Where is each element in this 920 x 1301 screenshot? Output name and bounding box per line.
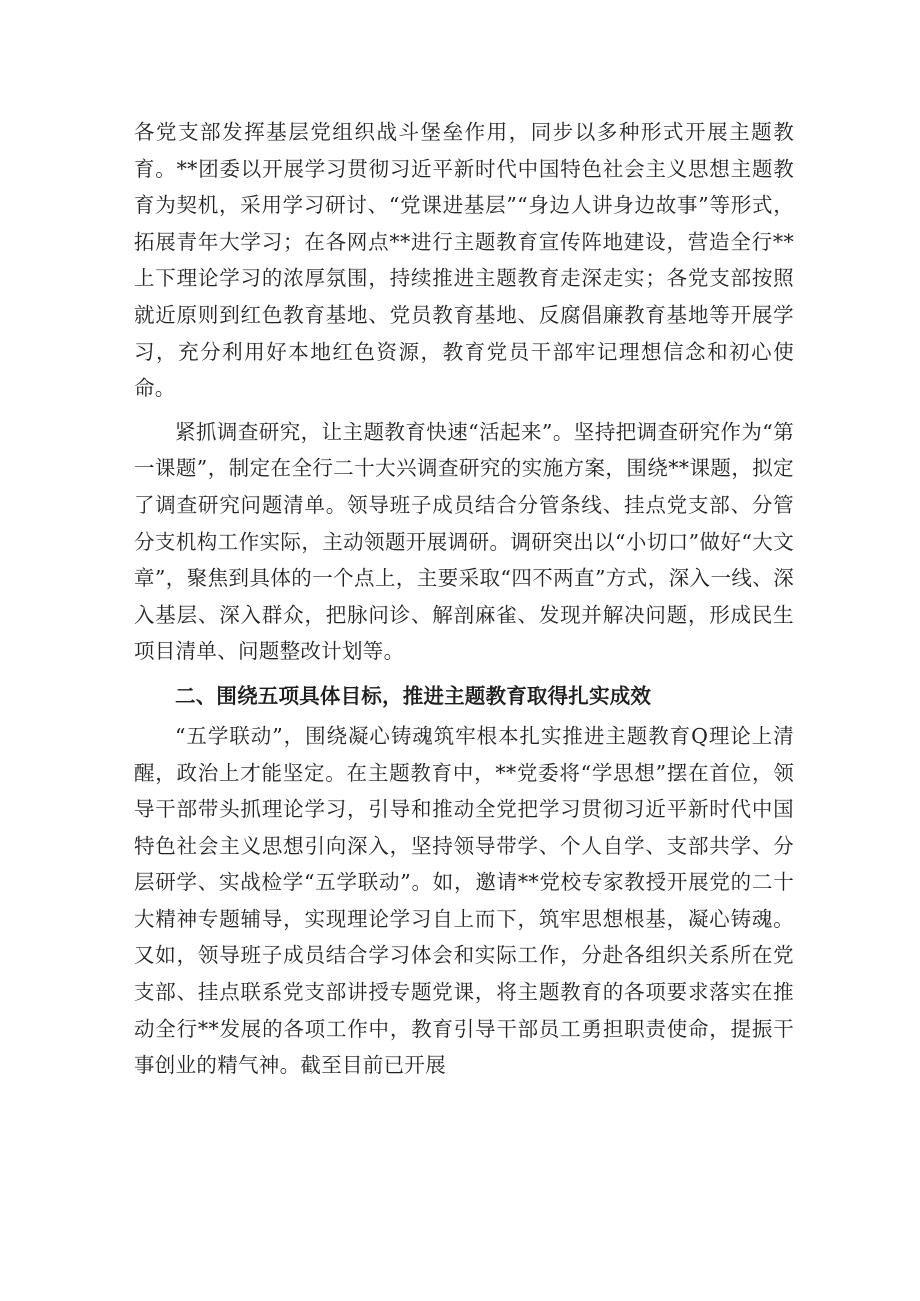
paragraph-branch-education: 各党支部发挥基层党组织战斗堡垒作用，同步以多种形式开展主题教育。**团委以开展学习贯彻习近平新时代中国特色社会主义思想主题教育为契机，采用学习研讨、“党课进基层”“身边人讲身边故事”等形式，拓展青年大学习；在各网点**进行主题教育宣传阵地建设，营造全行**上下理论学习的浓厚氛围，持续推进主题教育走深走实；各党支部按照就近原则到红色教育基地、党员教育基地、反腐倡廉教育基地等开展学习，充分利用好本地红色资源，教育党员干部牢记理想信念和初心使命。 [134, 120, 794, 401]
paragraph-five-learning: “五学联动”，围绕凝心铸魂筑牢根本扎实推进主题教育Q理论上清醒，政治上才能坚定。在主题教育中，**党委将“学思想”摆在首位，领导干部带头抓理论学习，引导和推动全党把学习贯彻习近平新时代中国特色社会主义思想引向深入，坚持领导带学、个人自学、支部共学、分层研学、实战检学“五学联动”。如，邀请**党校专家教授开展党的二十大精神专题辅导，实现理论学习自上而下，筑牢思想根基，凝心铸魂。又如，领导班子成员结合学习体会和实际工作，分赴各组织关系所在党支部、挂点联系党支部讲授专题党课，将主题教育的各项要求落实在推动全行**发展的各项工作中，教育引导干部员工勇担职责使命，提振干事创业的精气神。截至目前已开展 [134, 723, 794, 1078]
document-body [134, 114, 794, 1084]
section-heading: 二、围绕五项具体目标，推进主题教育取得扎实成效 [175, 683, 652, 708]
paragraph-investigation-research: 紧抓调查研究，让主题教育快速“活起来”。坚持把调查研究作为“第一课题”，制定在全行二十大兴调查研究的实施方案，围绕**课题，拟定了调查研究问题清单。领导班子成员结合分管条线、挂点党支部、分管分支机构工作实际，主动领题开展调研。调研突出以“小切口”做好“大文章”，聚焦到具体的一个点上，主要采取“四不两直”方式，深入一线、深入基层、深入群众，把脉问诊、解剖麻雀、发现并解决问题，形成民生项目清单、问题整改计划等。 [134, 419, 794, 664]
